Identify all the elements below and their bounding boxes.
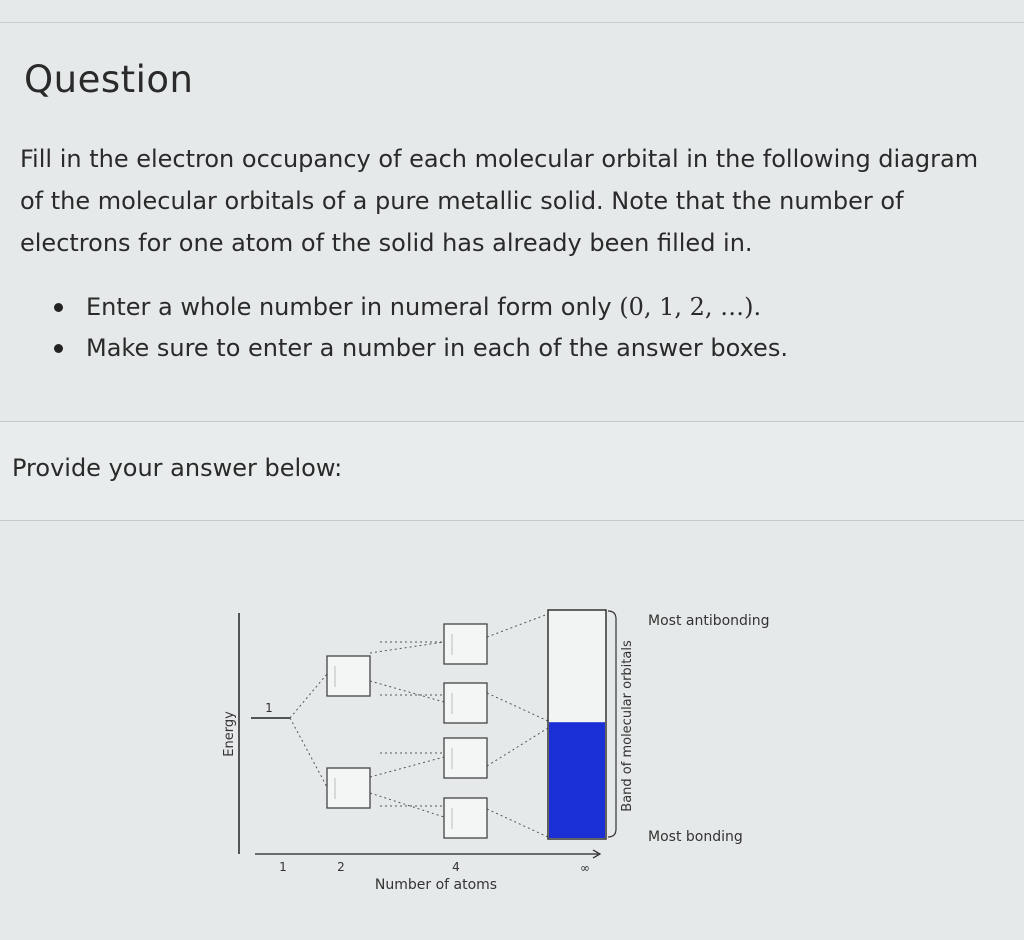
bullet-icon [54,344,63,353]
x-tick-infinity: ∞ [580,861,590,875]
answer-prompt: Provide your answer below: [12,454,343,482]
atoms-axis-label: Number of atoms [374,877,498,893]
most-bonding-label: Most bonding [648,829,743,845]
band-filled-region [549,722,605,838]
instruction-numerals: (0, 1, 2, …). [619,293,762,321]
diagram-area [0,521,1024,936]
answer-box-4-atoms-2[interactable] [444,683,487,723]
single-atom-occupancy: 1 [265,701,273,715]
answer-box-4-atoms-1[interactable] [444,624,487,664]
instruction-item-numeral-form [50,287,788,328]
four-atom-orbitals [444,624,487,838]
two-atom-orbitals [327,656,370,808]
x-tick-2: 2 [337,860,345,874]
instruction-item-fill-all-boxes [50,328,788,369]
mo-diagram [0,521,1024,936]
band-bracket [608,611,616,837]
instruction-text: Enter a whole number in numeral form only [86,293,620,321]
energy-axis-label: Energy [222,711,237,757]
bullet-icon [54,303,63,312]
x-tick-4: 4 [452,860,460,874]
question-title: Question [24,58,194,101]
answer-box-4-atoms-4[interactable] [444,798,487,838]
instruction-list [50,287,788,369]
answer-box-2-atoms-lower[interactable] [327,768,370,808]
instruction-text: Make sure to enter a number in each of the answer boxes. [86,334,788,362]
x-tick-1: 1 [279,860,287,874]
answer-box-4-atoms-3[interactable] [444,738,487,778]
band-label: Band of molecular orbitals [620,640,635,812]
answer-box-2-atoms-upper[interactable] [327,656,370,696]
question-body: Fill in the electron occupancy of each molecular orbital in the following diagram of the molecular orbitals of a pure metallic solid. Note that the number of electrons for one atom of the solid has already been filled in. [20,145,979,257]
most-antibonding-label: Most antibonding [648,613,770,629]
